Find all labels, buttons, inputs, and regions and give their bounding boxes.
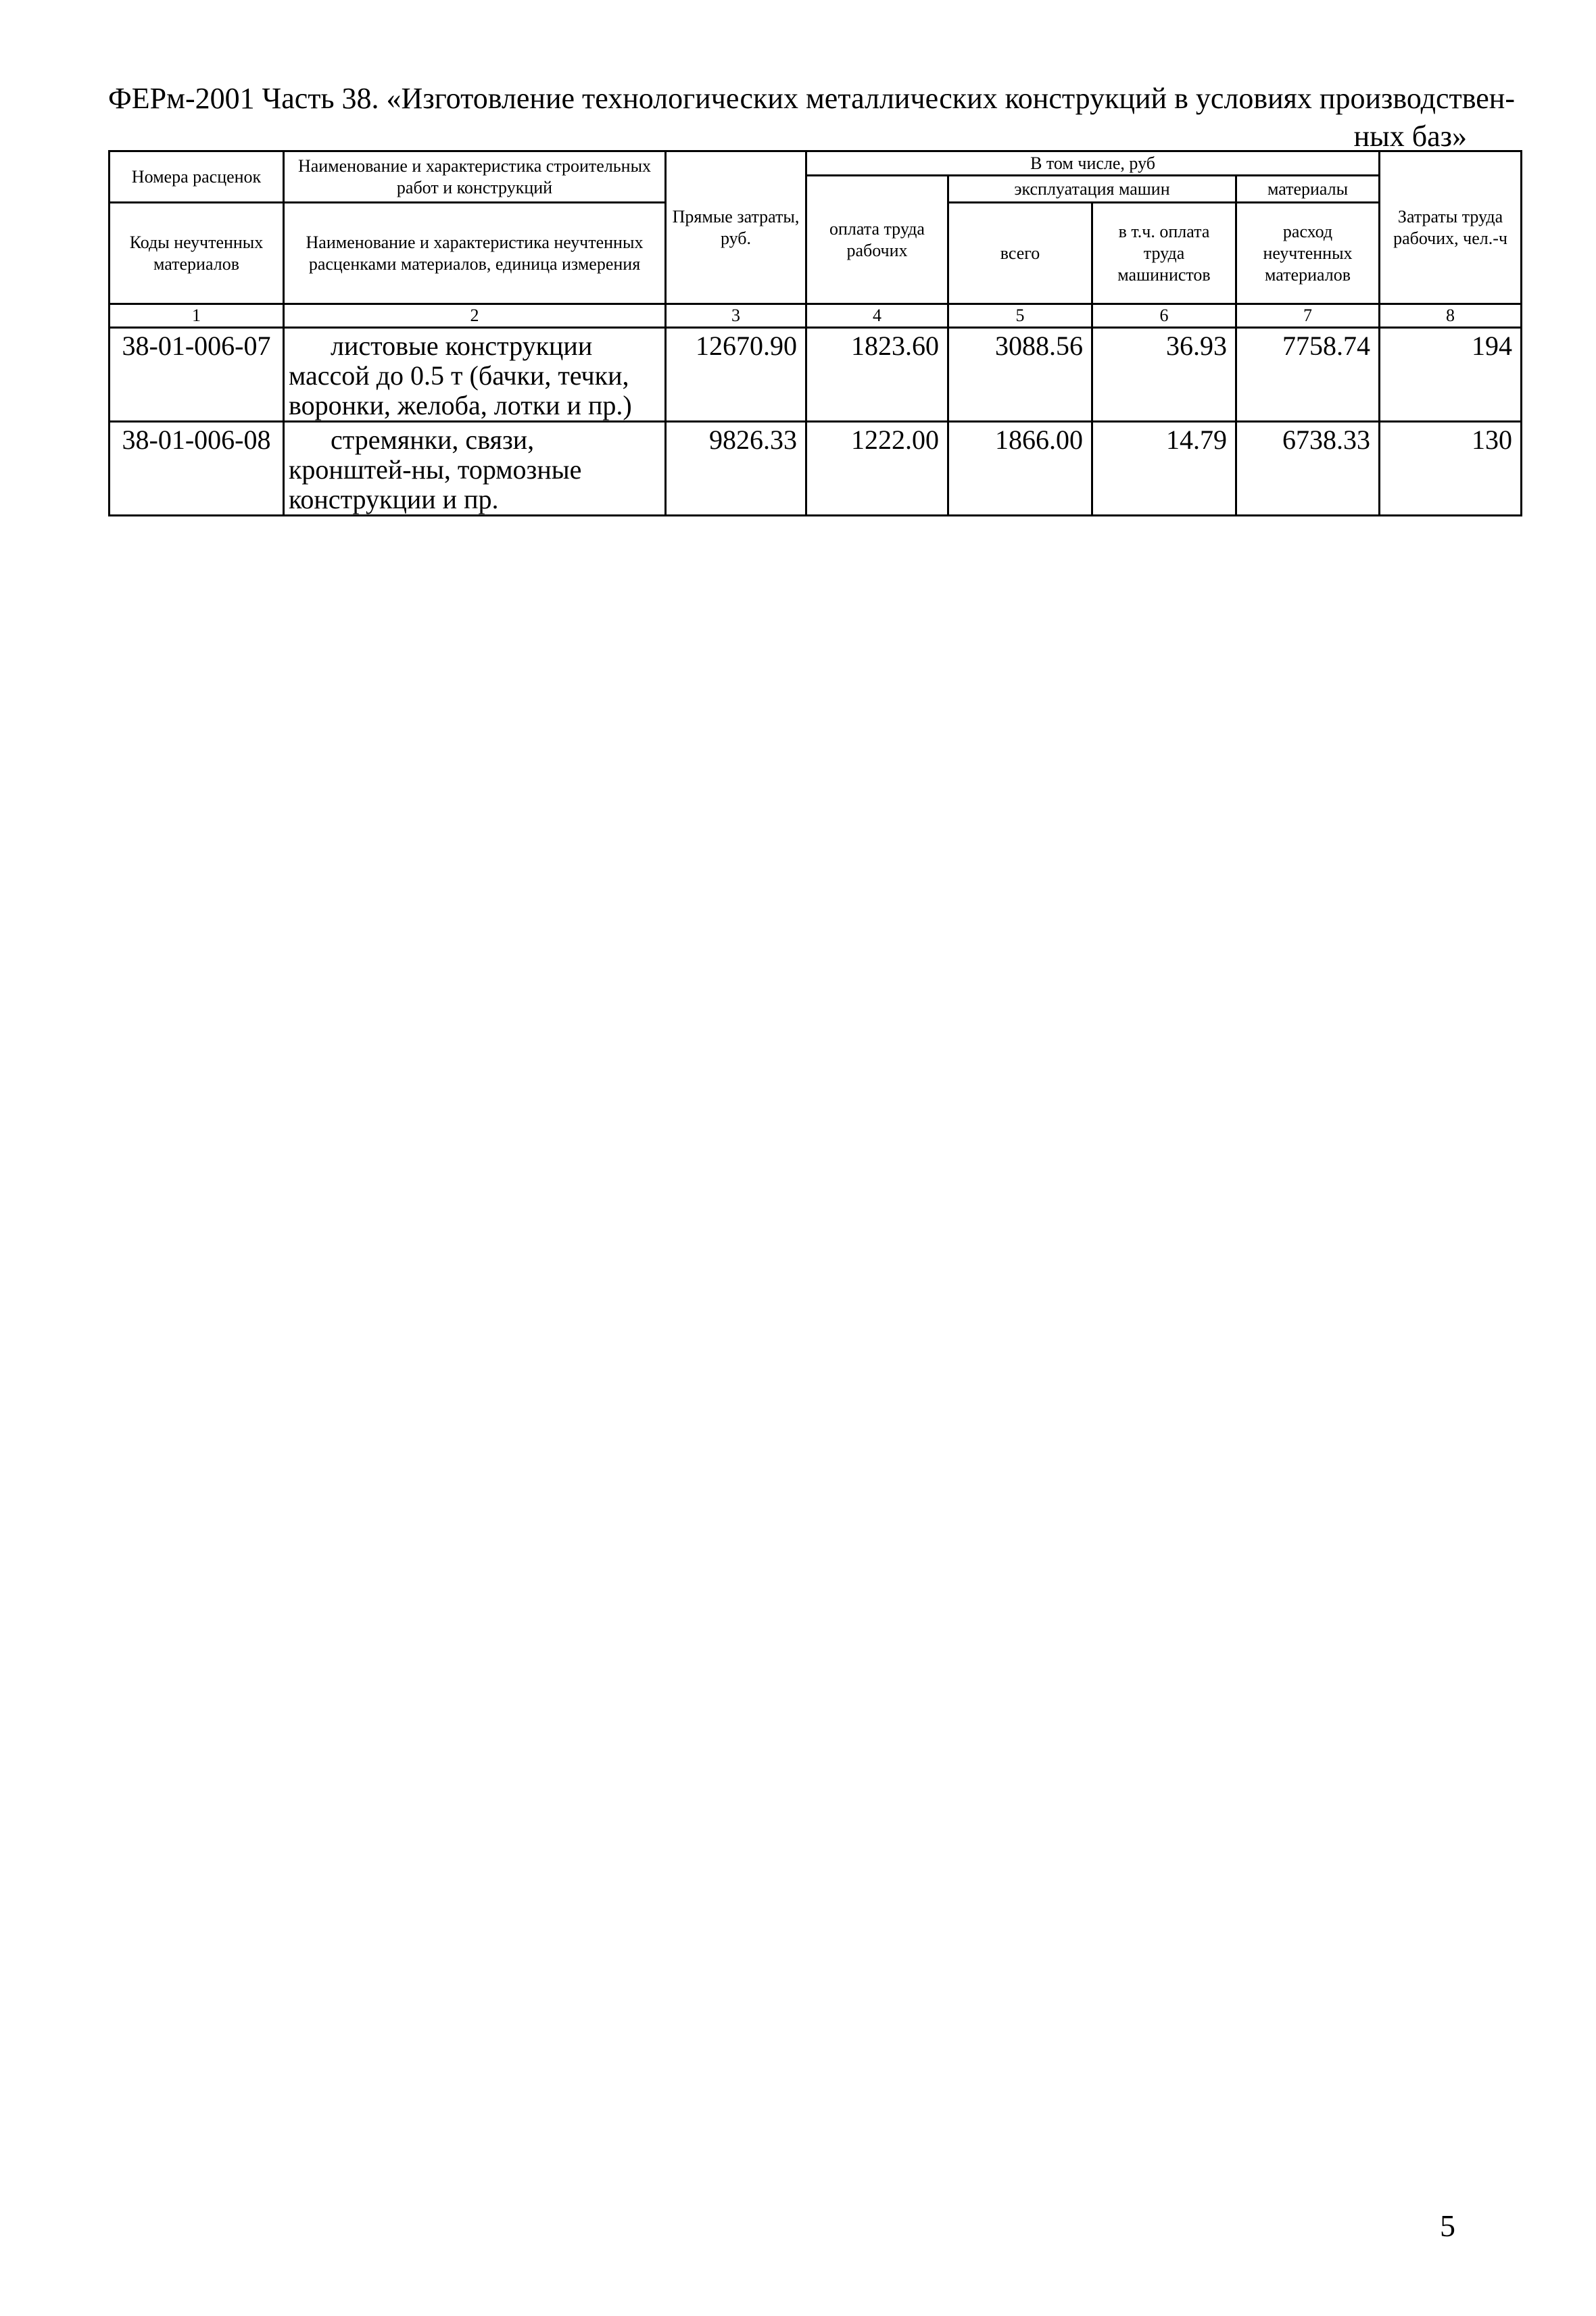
labor-pay-value: 1823.60 xyxy=(806,328,948,422)
machines-total-value: 1866.00 xyxy=(948,422,1092,516)
header-material-name: Наименование и характеристика неучтенных расценками материалов, единица измерения xyxy=(284,203,666,304)
labor-hours-value: 194 xyxy=(1380,328,1522,422)
machinist-pay-value: 14.79 xyxy=(1092,422,1236,516)
document-header xyxy=(108,80,1515,155)
rate-code: 38-01-006-07 xyxy=(110,328,284,422)
column-number: 5 xyxy=(948,304,1092,328)
column-numbers-row xyxy=(110,304,1522,328)
direct-costs-value: 9826.33 xyxy=(666,422,806,516)
column-number: 4 xyxy=(806,304,948,328)
column-number: 8 xyxy=(1380,304,1522,328)
labor-pay-value: 1222.00 xyxy=(806,422,948,516)
header-labor-pay: оплата труда рабочих xyxy=(806,176,948,304)
header-unaccounted-consumption: расход неучтенных материалов xyxy=(1236,203,1380,304)
labor-hours-value: 130 xyxy=(1380,422,1522,516)
table-row xyxy=(110,422,1522,516)
header-row-1 xyxy=(110,151,1522,176)
header-line-1: ФЕРм-2001 Часть 38. «Изготовление технологических металлических конструкций в условиях производствен- xyxy=(108,82,1515,115)
direct-costs-value: 12670.90 xyxy=(666,328,806,422)
column-number: 1 xyxy=(110,304,284,328)
header-machine-operation: эксплуатация машин xyxy=(948,176,1236,203)
header-machinist-pay: в т.ч. оплата труда машинистов xyxy=(1092,203,1236,304)
header-including: В том числе, руб xyxy=(806,151,1380,176)
header-materials: материалы xyxy=(1236,176,1380,203)
header-material-codes: Коды неучтенных материалов xyxy=(110,203,284,304)
materials-value: 7758.74 xyxy=(1236,328,1380,422)
page-number: 5 xyxy=(1440,2209,1455,2243)
header-labor-costs: Затраты труда рабочих, чел.-ч xyxy=(1380,151,1522,304)
rates-table xyxy=(108,150,1522,516)
rate-code: 38-01-006-08 xyxy=(110,422,284,516)
header-direct-costs: Прямые затраты, руб. xyxy=(666,151,806,304)
column-number: 3 xyxy=(666,304,806,328)
column-number: 6 xyxy=(1092,304,1236,328)
materials-value: 6738.33 xyxy=(1236,422,1380,516)
rate-name: листовые конструкции массой до 0.5 т (бачки, течки, воронки, желоба, лотки и пр.) xyxy=(284,328,666,422)
header-machines-total: всего xyxy=(948,203,1092,304)
header-rate-numbers: Номера расценок xyxy=(110,151,284,203)
column-number: 2 xyxy=(284,304,666,328)
rate-name: стремянки, связи, кронштей-ны, тормозные конструкции и пр. xyxy=(284,422,666,516)
machines-total-value: 3088.56 xyxy=(948,328,1092,422)
header-line-2: ных баз» xyxy=(1353,120,1467,153)
header-work-name: Наименование и характеристика строительных работ и конструкций xyxy=(284,151,666,203)
column-number: 7 xyxy=(1236,304,1380,328)
machinist-pay-value: 36.93 xyxy=(1092,328,1236,422)
table-row xyxy=(110,328,1522,422)
